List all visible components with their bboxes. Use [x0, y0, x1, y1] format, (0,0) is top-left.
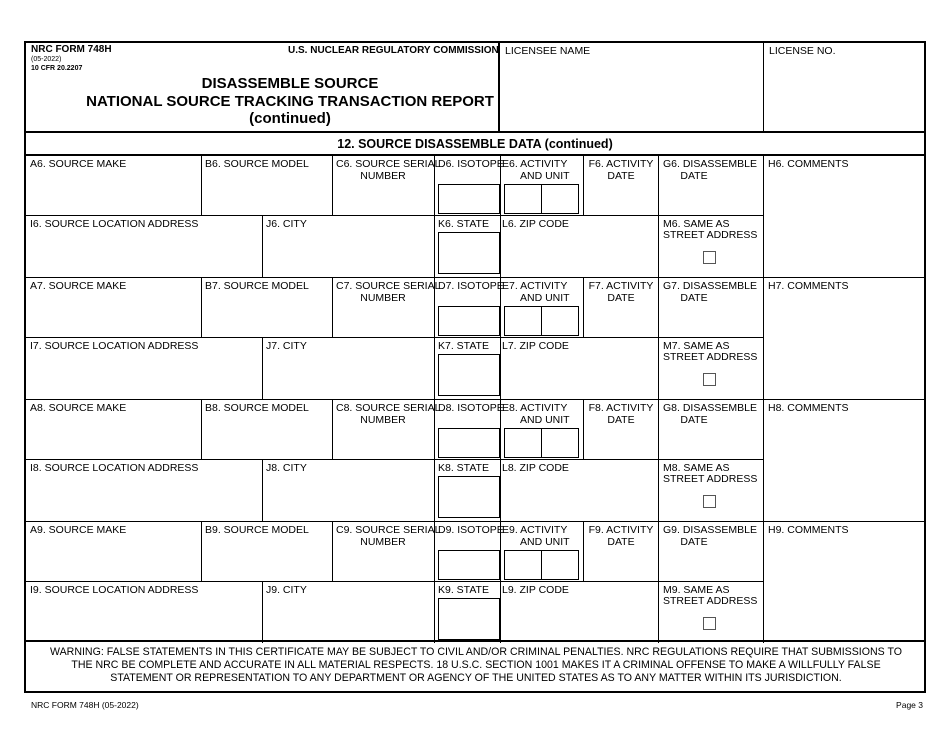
- column-divider: [262, 459, 263, 521]
- city-label: J6. CITY: [266, 218, 307, 230]
- source-serial-input[interactable]: [335, 427, 435, 457]
- disassemble-date-label: G7. DISASSEMBLE: [663, 280, 757, 292]
- city-label: J9. CITY: [266, 584, 307, 596]
- column-divider: [332, 277, 333, 337]
- cfr-reference: 10 CFR 20.2207: [31, 65, 83, 72]
- isotope-input[interactable]: [438, 428, 500, 458]
- activity-input[interactable]: [504, 306, 542, 336]
- same-as-street-label: STREET ADDRESS: [663, 473, 758, 485]
- source-make-label: A6. SOURCE MAKE: [30, 158, 127, 170]
- activity-input[interactable]: [504, 428, 542, 458]
- activity-date-input[interactable]: [586, 427, 659, 457]
- state-label: K6. STATE: [438, 218, 489, 230]
- activity-unit-label: AND UNIT: [520, 170, 570, 182]
- state-input[interactable]: [438, 232, 500, 274]
- header-bottom-rule: [24, 131, 926, 133]
- row-divider: [24, 459, 763, 460]
- source-model-input[interactable]: [204, 537, 332, 579]
- record-divider: [24, 521, 926, 522]
- source-location-address-label: I9. SOURCE LOCATION ADDRESS: [30, 584, 199, 596]
- source-location-address-input[interactable]: [28, 475, 262, 519]
- isotope-input[interactable]: [438, 184, 500, 214]
- isotope-label: D6. ISOTOPE: [438, 158, 504, 170]
- comments-label: H9. COMMENTS: [768, 524, 849, 536]
- activity-date-label: F9. ACTIVITY: [588, 524, 654, 536]
- footer-form-ref: NRC FORM 748H (05-2022): [31, 700, 139, 710]
- activity-input[interactable]: [504, 550, 542, 580]
- column-divider: [763, 155, 764, 277]
- isotope-label: D9. ISOTOPE: [438, 524, 504, 536]
- isotope-input[interactable]: [438, 306, 500, 336]
- same-as-street-label: STREET ADDRESS: [663, 595, 758, 607]
- zip-code-label: L6. ZIP CODE: [502, 218, 569, 230]
- same-as-street-checkbox[interactable]: [703, 495, 716, 508]
- source-model-input[interactable]: [204, 293, 332, 335]
- source-make-input[interactable]: [28, 537, 202, 579]
- column-divider: [500, 459, 501, 521]
- disassemble-date-label: DATE: [680, 536, 708, 548]
- section-title-rule: [24, 154, 926, 156]
- state-input[interactable]: [438, 476, 500, 518]
- warning-top-rule: [24, 640, 926, 642]
- same-as-street-checkbox[interactable]: [703, 617, 716, 630]
- licensee-name-input[interactable]: [503, 60, 762, 128]
- licensee-name-label: LICENSEE NAME: [505, 45, 591, 57]
- activity-date-label: DATE: [607, 414, 635, 426]
- form-date: (05-2022): [31, 56, 62, 63]
- isotope-input[interactable]: [438, 550, 500, 580]
- same-as-street-label: M8. SAME AS: [663, 462, 730, 474]
- source-location-address-label: I8. SOURCE LOCATION ADDRESS: [30, 462, 199, 474]
- zip-code-label: L9. ZIP CODE: [502, 584, 569, 596]
- source-make-label: A7. SOURCE MAKE: [30, 280, 127, 292]
- disassemble-date-input[interactable]: [661, 183, 764, 213]
- activity-date-label: F7. ACTIVITY: [588, 280, 654, 292]
- city-label: J7. CITY: [266, 340, 307, 352]
- city-input[interactable]: [265, 597, 435, 641]
- source-serial-input[interactable]: [335, 305, 435, 335]
- source-serial-label: C9. SOURCE SERIAL: [336, 524, 441, 536]
- state-label: K7. STATE: [438, 340, 489, 352]
- same-as-street-checkbox[interactable]: [703, 373, 716, 386]
- city-input[interactable]: [265, 353, 435, 397]
- source-model-label: B6. SOURCE MODEL: [205, 158, 309, 170]
- source-model-label: B9. SOURCE MODEL: [205, 524, 309, 536]
- activity-unit-input[interactable]: [541, 184, 579, 214]
- activity-input[interactable]: [504, 184, 542, 214]
- source-make-label: A8. SOURCE MAKE: [30, 402, 127, 414]
- comments-label: H7. COMMENTS: [768, 280, 849, 292]
- same-as-street-label: STREET ADDRESS: [663, 229, 758, 241]
- zip-code-label: L8. ZIP CODE: [502, 462, 569, 474]
- same-as-street-label: STREET ADDRESS: [663, 351, 758, 363]
- source-model-input[interactable]: [204, 415, 332, 457]
- record-divider: [24, 277, 926, 278]
- activity-label: E7. ACTIVITY: [502, 280, 568, 292]
- activity-unit-label: AND UNIT: [520, 292, 570, 304]
- activity-unit-input[interactable]: [541, 306, 579, 336]
- column-divider: [763, 399, 764, 521]
- same-as-street-label: M7. SAME AS: [663, 340, 730, 352]
- record-divider: [24, 399, 926, 400]
- zip-code-input[interactable]: [503, 353, 659, 397]
- source-location-address-input[interactable]: [28, 231, 262, 275]
- activity-date-input[interactable]: [586, 183, 659, 213]
- activity-date-input[interactable]: [586, 549, 659, 579]
- source-serial-label: C8. SOURCE SERIAL: [336, 402, 441, 414]
- activity-unit-input[interactable]: [541, 428, 579, 458]
- activity-label: E9. ACTIVITY: [502, 524, 568, 536]
- isotope-label: D7. ISOTOPE: [438, 280, 504, 292]
- isotope-label: D8. ISOTOPE: [438, 402, 504, 414]
- column-divider: [500, 581, 501, 643]
- source-location-address-label: I6. SOURCE LOCATION ADDRESS: [30, 218, 199, 230]
- column-divider: [332, 521, 333, 581]
- activity-unit-input[interactable]: [541, 550, 579, 580]
- source-serial-input[interactable]: [335, 183, 435, 213]
- source-serial-label: NUMBER: [360, 414, 406, 426]
- same-as-street-label: M9. SAME AS: [663, 584, 730, 596]
- city-label: J8. CITY: [266, 462, 307, 474]
- same-as-street-label: M6. SAME AS: [663, 218, 730, 230]
- source-model-input[interactable]: [204, 171, 332, 213]
- source-serial-label: NUMBER: [360, 292, 406, 304]
- source-serial-label: NUMBER: [360, 170, 406, 182]
- state-label: K8. STATE: [438, 462, 489, 474]
- disassemble-date-input[interactable]: [661, 305, 764, 335]
- zip-code-input[interactable]: [503, 597, 659, 641]
- activity-unit-label: AND UNIT: [520, 536, 570, 548]
- disassemble-date-label: DATE: [680, 414, 708, 426]
- disassemble-date-label: DATE: [680, 170, 708, 182]
- row-divider: [24, 215, 763, 216]
- activity-date-input[interactable]: [586, 305, 659, 335]
- column-divider: [500, 215, 501, 277]
- row-divider: [24, 581, 763, 582]
- activity-date-label: DATE: [607, 170, 635, 182]
- column-divider: [500, 337, 501, 399]
- state-input[interactable]: [438, 354, 500, 396]
- footer-page-number: Page 3: [896, 700, 923, 710]
- comments-label: H6. COMMENTS: [768, 158, 849, 170]
- disassemble-date-label: G6. DISASSEMBLE: [663, 158, 757, 170]
- activity-date-label: F8. ACTIVITY: [588, 402, 654, 414]
- source-make-input[interactable]: [28, 293, 202, 335]
- comments-input[interactable]: [767, 293, 925, 399]
- source-make-label: A9. SOURCE MAKE: [30, 524, 127, 536]
- activity-label: E6. ACTIVITY: [502, 158, 568, 170]
- source-serial-label: C6. SOURCE SERIAL: [336, 158, 441, 170]
- form-title-line3: (continued): [249, 110, 331, 127]
- column-divider: [332, 399, 333, 459]
- same-as-street-checkbox[interactable]: [703, 251, 716, 264]
- agency-name: U.S. NUCLEAR REGULATORY COMMISSION: [288, 45, 499, 56]
- source-serial-input[interactable]: [335, 549, 435, 579]
- source-make-input[interactable]: [28, 171, 202, 213]
- zip-code-input[interactable]: [503, 475, 659, 519]
- source-make-input[interactable]: [28, 415, 202, 457]
- column-divider: [262, 337, 263, 399]
- disassemble-date-input[interactable]: [661, 549, 764, 579]
- column-divider: [262, 581, 263, 643]
- header-divider: [763, 41, 764, 132]
- row-divider: [24, 337, 763, 338]
- comments-label: H8. COMMENTS: [768, 402, 849, 414]
- license-no-label: LICENSE NO.: [769, 45, 836, 57]
- source-serial-label: NUMBER: [360, 536, 406, 548]
- comments-input[interactable]: [767, 171, 925, 277]
- zip-code-input[interactable]: [503, 231, 659, 275]
- disassemble-date-label: G9. DISASSEMBLE: [663, 524, 757, 536]
- license-no-input[interactable]: [768, 60, 924, 128]
- disassemble-date-input[interactable]: [661, 427, 764, 457]
- activity-label: E8. ACTIVITY: [502, 402, 568, 414]
- column-divider: [262, 215, 263, 277]
- city-input[interactable]: [265, 231, 435, 275]
- source-model-label: B7. SOURCE MODEL: [205, 280, 309, 292]
- activity-date-label: F6. ACTIVITY: [588, 158, 654, 170]
- warning-text: WARNING: FALSE STATEMENTS IN THIS CERTIFICATE MAY BE SUBJECT TO CIVIL AND/OR CRIMINAL PENALTIES. NRC REGULATIONS REQUIRE THAT SUBMISSIONS TO THE NRC BE COMPLETE AND ACCURATE IN ALL MATERIAL RESPECTS. 18 U.S.C. SECTION 1001 MAKES IT A CRIMINAL OFFENSE TO MAKE A WILLFULLY FALSE STATEMENT OR REPRESENTATION TO ANY DEPARTMENT OR AGENCY OF THE UNITED STATES AS TO ANY MATTER WITHIN ITS JURISDICTION.: [50, 646, 902, 684]
- state-label: K9. STATE: [438, 584, 489, 596]
- form-title-line1: DISASSEMBLE SOURCE: [201, 75, 379, 92]
- state-input[interactable]: [438, 598, 500, 640]
- column-divider: [332, 155, 333, 215]
- section-title: 12. SOURCE DISASSEMBLE DATA (continued): [337, 137, 613, 151]
- activity-date-label: DATE: [607, 292, 635, 304]
- column-divider: [763, 277, 764, 399]
- activity-date-label: DATE: [607, 536, 635, 548]
- zip-code-label: L7. ZIP CODE: [502, 340, 569, 352]
- city-input[interactable]: [265, 475, 435, 519]
- comments-input[interactable]: [767, 537, 925, 643]
- source-serial-label: C7. SOURCE SERIAL: [336, 280, 441, 292]
- column-divider: [763, 521, 764, 643]
- activity-unit-label: AND UNIT: [520, 414, 570, 426]
- source-location-address-label: I7. SOURCE LOCATION ADDRESS: [30, 340, 199, 352]
- disassemble-date-label: DATE: [680, 292, 708, 304]
- source-location-address-input[interactable]: [28, 353, 262, 397]
- form-id: NRC FORM 748H: [31, 44, 112, 55]
- form-title-line2: NATIONAL SOURCE TRACKING TRANSACTION REPORT: [86, 93, 494, 110]
- comments-input[interactable]: [767, 415, 925, 521]
- source-location-address-input[interactable]: [28, 597, 262, 641]
- source-model-label: B8. SOURCE MODEL: [205, 402, 309, 414]
- disassemble-date-label: G8. DISASSEMBLE: [663, 402, 757, 414]
